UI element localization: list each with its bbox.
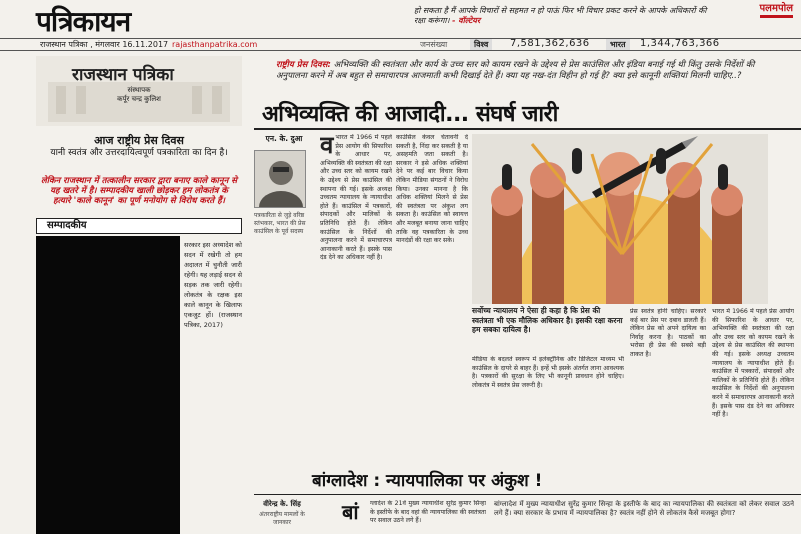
quote-author: - वॉल्टेयर xyxy=(452,16,481,25)
bottom-column-2: बांग्लादेश में मुख्य न्यायाधीश सुरेंद्र कुमार सिन्हा के इस्तीफे के बाद का न्यायपालिका की स्वतंत्रता को लेकर सवाल उठने लगे हैं। क्या सरकार के प्रभाव में न्यायपालिका है? स्वतंत्र नहीं होने से लोकतंत्र कैसे मजबूत होगा? xyxy=(494,500,794,517)
founder-name: कर्पूर चन्द्र कुलिश xyxy=(117,95,161,103)
press-day-message: लेकिन राजस्थान में तत्कालीन सरकार द्वारा बनाए काले कानून से यह खतरे में है। सम्पादकीय खाली छोड़कर हम लोकतंत्र के हत्यारे 'काले कानून' का पूर्ण मनोयोग से विरोध करते हैं। xyxy=(40,176,238,206)
press-day-title: आज राष्ट्रीय प्रेस दिवस यानी स्वतंत्र और उत्तरदायित्वपूर्ण पत्रकारिता का दिन है। xyxy=(36,134,242,160)
logo-strip xyxy=(36,56,242,126)
article-headline: अभिव्यक्ति की आजादी... संघर्ष जारी xyxy=(262,102,558,127)
masthead-quote xyxy=(414,6,714,26)
population-label: जनसंख्या xyxy=(420,40,448,49)
bottom-headline: बांग्लादेश : न्यायपालिका पर अंकुश ! xyxy=(312,471,543,491)
blank-editorial-block xyxy=(36,236,180,534)
article-kicker xyxy=(276,60,788,82)
left-column xyxy=(36,56,242,534)
bottom-article xyxy=(254,466,801,534)
quote-text: हो सकता है मैं आपके विचारों से सहमत न हो पाऊं फिर भी विचार प्रकट करने के आपके अधिकारों की रक्षा करूंगा। xyxy=(414,6,707,25)
article-column-2: काउंसिल केवल चेतावनी दे सकती है, निंदा कर सकती है या असहमति जता सकती है। सरकार ने इसे अधिक शक्तियां देने पर कई बार विचार किया लेकिन मीडिया संगठनों ने विरोध किया। उनका मानना है कि अधिक शक्तियां मिलने से प्रेस की स्वतंत्रता पर अंकुश लग सकता है। काउंसिल को स्वायत्त और मजबूत बनाया जाना चाहिए ताकि वह पत्रकारिता के उच्च मानदंडों की रक्षा कर सके। xyxy=(396,134,468,245)
india-population: 1,344,763,366 xyxy=(640,38,720,49)
protest-illustration xyxy=(472,134,768,304)
article-column-3: मीडिया के बदलते स्वरूप में इलेक्ट्रॉनिक और डिजिटल माध्यम भी काउंसिल के दायरे से बाहर हैं। इन्हें भी इसके अंतर्गत लाना आवश्यक है। पत्रकारों की सुरक्षा के लिए भी कानूनी प्रावधान होने चाहिए। लोकतंत्र में स्वतंत्र प्रेस जरूरी है। xyxy=(472,356,624,389)
bottom-rule xyxy=(254,494,801,495)
india-label: भारत xyxy=(606,39,630,50)
press-day-subtitle: यानी स्वतंत्र और उत्तरदायित्वपूर्ण पत्रकारिता का दिन है। xyxy=(50,148,228,158)
headline-rule xyxy=(254,128,801,130)
fists-pens-illustration xyxy=(472,134,768,304)
brand-tag: पलमपोल xyxy=(760,0,794,18)
editorial-box xyxy=(36,236,242,534)
website-link[interactable]: rajasthanpatrika.com xyxy=(172,40,258,49)
founder-label: संस्थापक xyxy=(127,86,151,94)
drop-cap: व xyxy=(320,134,334,159)
author-name: एन. के. दुआ xyxy=(265,134,303,143)
pull-quote: सर्वोच्च न्यायालय ने ऐसा ही कहा है कि प्रेस की स्वतंत्रता भी एक मौलिक अधिकार है। इसकी रक्षा करना हम सबका दायित्व है। xyxy=(472,306,623,334)
world-population: 7,581,362,636 xyxy=(510,38,590,49)
author-bio: पत्रकारिता से जुड़े वरिष्ठ स्तंभकार, भारत की प्रेस काउंसिल के पूर्व सदस्य xyxy=(254,212,306,235)
editorial-heading: सम्पादकीय xyxy=(36,218,242,234)
avatar xyxy=(255,151,306,208)
bottom-drop-cap: बां xyxy=(342,500,359,524)
article-column-5: भारत में 1966 में पहले प्रेस आयोग की सिफारिश के आधार पर, अभिव्यक्ति की स्वतंत्रता की रक्षा और उच्च स्तर को कायम रखने के उद्देश्य से प्रेस काउंसिल की स्थापना की गई। इसके अध्यक्ष उच्चतम न्यायालय के न्यायाधीश होते हैं। काउंसिल में पत्रकारों, संपादकों और मालिकों के प्रतिनिधि होते हैं। लेकिन काउंसिल के निर्देशों की अनुपालना करने में समाचारपत्र आनाकानी करते हैं। इसके पास दंड देने का अधिकार नहीं है। xyxy=(712,308,794,419)
bottom-author-bio: अंतरराष्ट्रीय मामलों के जानकार xyxy=(259,511,305,526)
bottom-author-name: वीरेन्द्र के. सिंह xyxy=(263,500,301,508)
editorial-side-text: सरकार इस अध्यादेश को सदन में रखेगी तो हम अदालत में चुनौती जारी रहेगी। यह लड़ाई सदन से सड़क तक जारी रहेगी। लोकतंत्र के रक्षक इस काले कानून के खिलाफ एकजुट हों। (राजस्थान पत्रिका, 2017) xyxy=(184,241,243,329)
author-photo xyxy=(254,150,306,208)
article-column-4: प्रेस स्वतंत्र होनी चाहिए। सरकारें कई बार प्रेस पर दबाव डालती हैं। लेकिन प्रेस को अपने दायित्व का निर्वाह करना है। पाठकों का भरोसा ही प्रेस की सबसे बड़ी ताकत है। xyxy=(630,308,706,358)
issue-date: राजस्थान पत्रिका , मंगलवार 16.11.2017 xyxy=(40,40,169,49)
main-article xyxy=(254,56,801,534)
kicker-label: राष्ट्रीय प्रेस दिवस: xyxy=(276,60,331,70)
newspaper-logo: राजस्थान पत्रिका xyxy=(72,65,174,85)
bottom-column-1: ग्लादेश के 21वें मुख्य न्यायाधीश सुरेंद्र कुमार सिन्हा के इस्तीफे के बाद वहां की न्यायपालिका की स्वतंत्रता पर सवाल उठने लगे हैं। xyxy=(370,500,486,525)
world-label: विश्व xyxy=(470,39,492,50)
article-column-1: व भारत में 1966 में पहले प्रेस आयोग की सिफारिश के आधार पर, अभिव्यक्ति की स्वतंत्रता की रक्षा और उच्च स्तर को कायम रखने के उद्देश्य से प्रेस काउंसिल की स्थापना की गई। इसके अध्यक्ष उच्चतम न्यायालय के न्यायाधीश होते हैं। काउंसिल में पत्रकारों, संपादकों और मालिकों के प्रतिनिधि होते हैं। लेकिन काउंसिल के निर्देशों की अनुपालना करने में समाचारपत्र आनाकानी करते हैं। इसके पास दंड देने का अधिकार नहीं है। xyxy=(320,134,392,262)
info-bar xyxy=(0,38,801,51)
kicker-text: अभिव्यक्ति की स्वतंत्रता और कार्य के उच्च स्तर को कायम रखने के उद्देश्य से प्रेस काउंसिल और इंडिया बनाई गई थी किंतु उसके निर्देशों की अनुपालना करने में अब बहुत से समाचारपत्र आजमाती कभी दिखाई देते हैं। क्या यह नख-दंत विहीन हो गई है? क्या इसे कानूनी शक्तियां मिलनी चाहिए..? xyxy=(276,60,755,81)
masthead xyxy=(0,0,801,38)
page-title: पत्रिकायन xyxy=(36,5,131,38)
